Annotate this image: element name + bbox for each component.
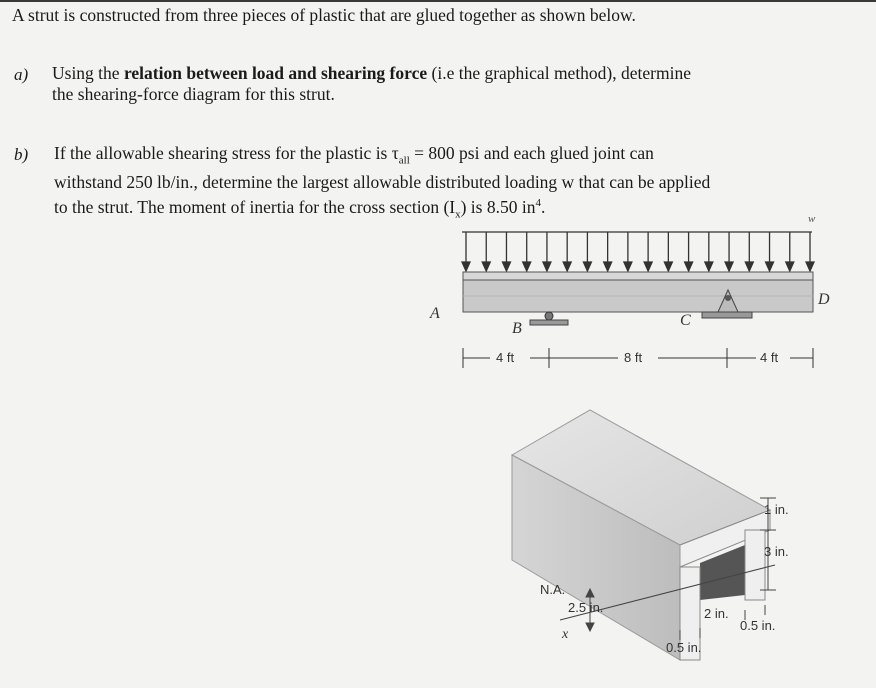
dim-3-label: 3 in.: [764, 544, 789, 559]
part-a-label: a): [14, 65, 29, 84]
dim-right-label: 4 ft: [760, 350, 779, 365]
point-c-label: C: [680, 312, 691, 329]
dim-left-label: 4 ft: [496, 350, 515, 365]
x-axis-label: x: [562, 627, 569, 642]
dim-0-5-left-label: 0.5 in.: [666, 640, 702, 655]
dim-2-5-label: 2.5 in.: [568, 600, 604, 615]
part-a-bold: relation between load and shearing force: [123, 63, 428, 83]
point-a-label: A: [430, 305, 440, 322]
problem-intro: A strut is constructed from three pieces of plastic that are glued together as shown below.: [12, 5, 636, 25]
load-w-label: w: [808, 213, 816, 225]
point-b-label: B: [512, 320, 522, 337]
dim-mid-label: 8 ft: [624, 350, 643, 365]
na-label: N.A.: [540, 582, 566, 597]
dim-1-label: 1 in.: [764, 502, 789, 517]
dim-2-label: 2 in.: [704, 606, 729, 621]
dim-0-5-right-label: 0.5 in.: [740, 618, 776, 633]
part-b-label: b): [14, 145, 29, 164]
point-d-label: D: [818, 291, 830, 308]
part-a-text: Using the relation between load and shearing force (i.e the graphical method), determine the shearing-force diagram for this strut.: [52, 63, 691, 104]
part-b-text: If the allowable shearing stress for the plastic is $\tau_{all} = 800$ psi and each glued joint can withstand 250 lb/in., determine the largest allowable distributed loading w that can be applied to the strut. The moment of inertia for the cross section $(I_x)$ is 8.50 $in^4$.: [54, 143, 711, 220]
